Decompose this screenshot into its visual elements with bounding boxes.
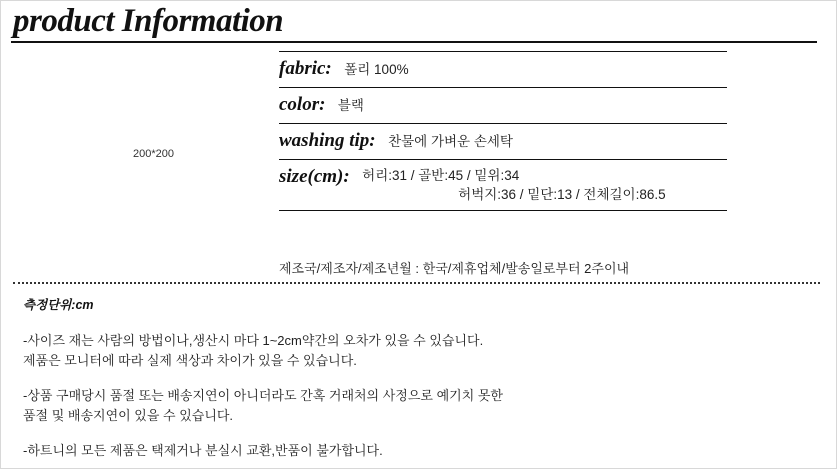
spec-row-washing-tip [279,124,727,160]
note-block-shipping [23,386,803,426]
note-line: -상품 구매당시 품절 또는 배송지연이 아니더라도 간혹 거래처의 사정으로 예기치 못한 [23,388,503,403]
spec-label-size: size(cm): [279,166,350,187]
dimension-note: 200*200 [133,148,174,160]
notes-section [23,295,803,469]
notes-heading: 측정단위:cm [23,298,94,312]
note-line: 품절 및 배송지연이 있을 수 있습니다. [23,408,234,423]
note-line: -하트니의 모든 제품은 택제거나 분실시 교환,반품이 불가합니다. [23,443,383,458]
spec-row-fabric [279,51,727,88]
spec-table [279,51,727,211]
title-divider [11,41,817,43]
spec-row-size [279,160,727,211]
note-line: 제품은 모니터에 따라 실제 색상과 차이가 있을 수 있습니다. [23,353,357,368]
spec-label-washing-tip: washing tip: [279,130,376,151]
note-block-sizing [23,331,803,371]
size-line-lower: 허벅지:36 / 밑단:13 / 전체길이:86.5 [458,187,666,202]
page-title: product Information [13,3,284,39]
spec-value-size [354,166,665,204]
spec-row-color [279,88,727,124]
spec-value-fabric: 폴리 100% [344,62,409,77]
spec-label-color: color: [279,94,326,115]
note-line: -사이즈 재는 사람의 방법이나,생산시 마다 1~2cm약간의 오차가 있을 수 있습니다. [23,333,484,348]
size-line-upper: 허리:31 / 골반:45 / 밑위:34 [362,168,520,183]
dotted-divider [13,282,820,284]
manufacture-info: 제조국/제조자/제조년월 : 한국/제휴업체/발송일로부터 2주이내 [279,261,630,276]
spec-value-color: 블랙 [337,98,364,113]
note-block-return-policy [23,441,803,461]
spec-label-fabric: fabric: [279,58,332,79]
spec-value-washing-tip: 찬물에 가벼운 손세탁 [388,134,513,149]
